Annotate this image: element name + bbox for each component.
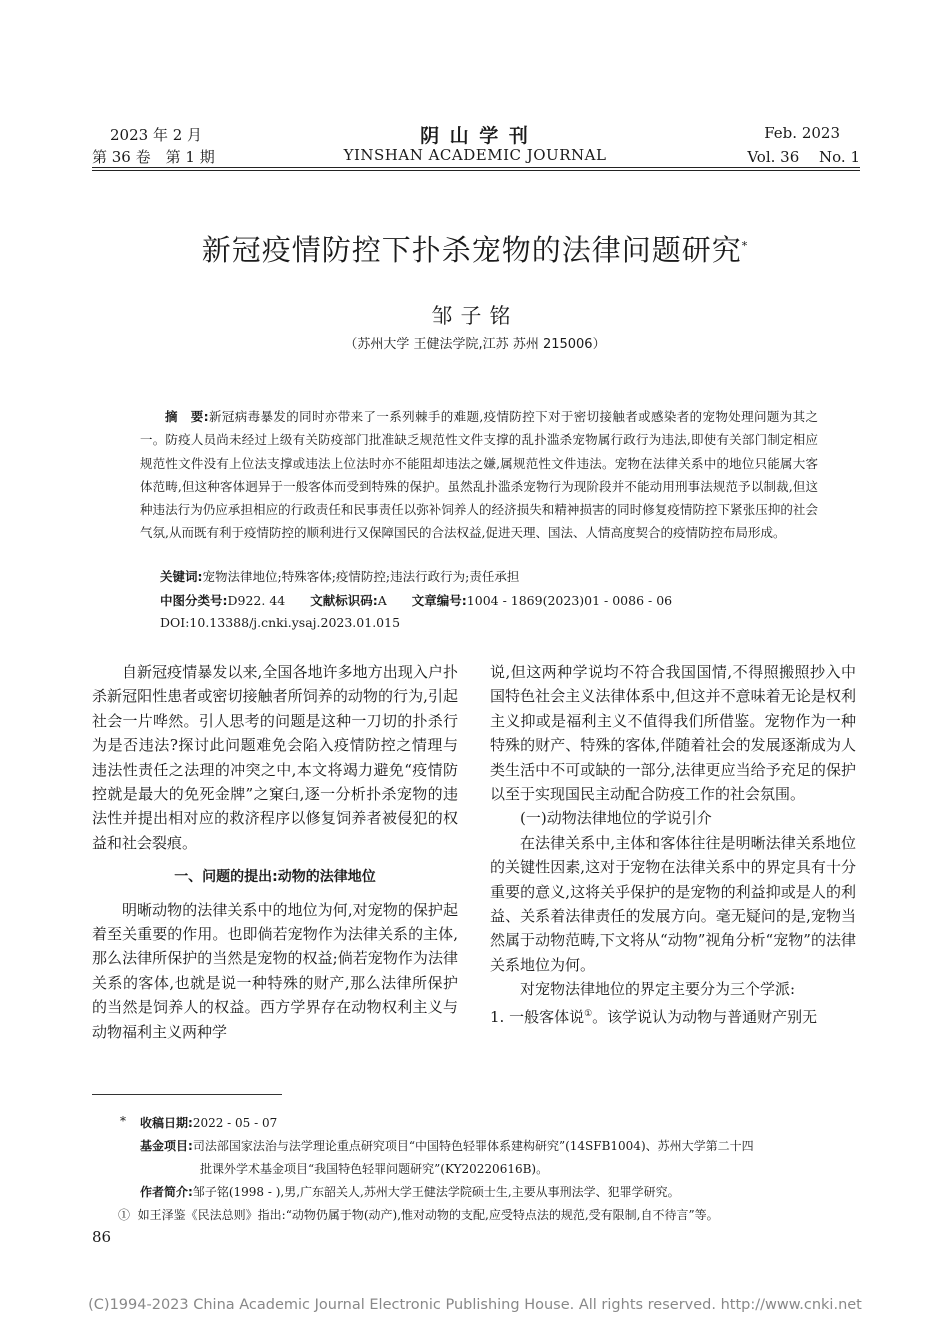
keywords: 关键词:宠物法律地位;特殊客体;疫情防控;违法行政行为;责任承担 [160,569,520,584]
journal-title-en: YINSHAN ACADEMIC JOURNAL [343,146,607,164]
page-number: 86 [92,1228,112,1246]
footnote-1: ① 如王泽鉴《民法总则》指出:“动物仍属于物(动产),惟对动物的支配,应受特点法的规范,受有限制,自不待言”等。 [118,1208,719,1222]
paragraph: 在法律关系中,主体和客体往往是明晰法律关系地位的关键性因素,这对于宠物在法律关系中的界定具有十分重要的意义,这将关乎保护的是宠物的利益抑或是人的利益、关系着法律责任的发展方向。毫无疑问的是,宠物当然属于动物范畴,下文将从“动物”视角分析“宠物”的法律关系地位为何。 [490,833,856,974]
fund-line-2: 批课外学术基金项目“我国特色轻罪问题研究”(KY20220616B)。 [200,1162,549,1176]
paragraph: 1. 一般客体说①。该学说认为动物与普通财产别无 [490,1007,818,1026]
left-column [92,660,458,1044]
footnote-ref: ① [584,1008,593,1019]
journal-title-cn: 阴 山 学 刊 [420,125,530,147]
subsection-heading: (一)动物法律地位的学说引介 [520,809,712,828]
article-title: 新冠疫情防控下扑杀宠物的法律问题研究* [201,233,749,267]
fund-line-1: 基金项目:司法部国家法治与法学理论重点研究项目“中国特色轻罪体系建构研究”(14SFB1004)、苏州大学第二十四 [140,1139,754,1153]
header-date-cn: 2023 年 2 月 [110,126,203,144]
right-column [490,660,856,1029]
footnote-separator [92,1094,282,1095]
header-date-en: Feb. 2023 [764,124,840,142]
paragraph: 对宠物法律地位的界定主要分为三个学派: [520,980,796,999]
copyright-notice: (C)1994-2023 China Academic Journal Electronic Publishing House. All rights reserved. http://www.cnki.net [88,1297,862,1313]
received-date: 收稿日期:2022 - 05 - 07 [140,1116,278,1130]
author-bio: 作者简介:邹子铭(1998 - ),男,广东韶关人,苏州大学王健法学院硕士生,主要从事刑法学、犯罪学研究。 [140,1185,680,1199]
header-rule-bottom [92,170,860,171]
title-footnote-mark: * [741,239,749,253]
abstract-label: 摘 要: [165,409,209,424]
article-author: 邹子铭 [431,304,519,328]
paragraph: 明晰动物的法律关系中的地位为何,对宠物的保护起着至关重要的作用。也即倘若宠物作为法律关系的主体,那么法律所保护的当然是宠物的权益;倘若宠物作为法律关系的客体,也就是说一种特殊的财产,那么法律所保护的当然是饲养人的权益。西方学界存在动物权利主义与动物福利主义两种学 [92,900,458,1041]
footnote-star: * [120,1114,126,1128]
classification: 中图分类号:D922. 44 文献标识码:A 文章编号:1004 - 1869(2023)01 - 0086 - 06 [160,593,673,608]
paragraph: 自新冠疫情暴发以来,全国各地许多地方出现入户扑杀新冠阳性患者或密切接触者所饲养的动物的行为,引起社会一片哗然。引人思考的问题是这种一刀切的扑杀行为是否违法?探讨此问题难免会陷入疫情防控之情理与违法性责任之法理的冲突之中,本文将竭力避免“疫情防控就是最大的免死金牌”之窠臼,逐一分析扑杀宠物的违法性并提出相对应的救济程序以修复饲养者被侵犯的权益和社会裂痕。 [92,663,458,852]
abstract [140,405,818,545]
header-issue-cn: 第 36 卷 第 1 期 [92,148,215,166]
article-affiliation: （苏州大学 王健法学院,江苏 苏州 215006） [344,337,606,352]
abstract-text: 新冠病毒暴发的同时亦带来了一系列棘手的难题,疫情防控下对于密切接触者或感染者的宠物处理问题为其之一。防疫人员尚未经过上级有关防疫部门批准缺乏规范性文件支撑的乱扑滥杀宠物属行政行为违法,即使有关部门制定相应规范性文件没有上位法支撑或违法上位法时亦不能阻却违法之嫌,属规范性文件违法。宠物在法律关系中的地位只能属大客体范畴,但这种客体迥异于一般客体而受到特殊的保护。虽然乱扑滥杀宠物行为现阶段并不能动用刑事法规范予以制裁,但这种违法行为仍应承担相应的行政责任和民事责任以弥补饲养人的经济损失和精神损害的同时修复疫情防控下紧张压抑的社会气氛,从而既有利于疫情防控的顺利进行又保障国民的合法权益,促进天理、国法、人情高度契合的疫情防控布局形成。 [140,409,818,541]
paragraph: 说,但这两种学说均不符合我国国情,不得照搬照抄入中国特色社会主义法律体系中,但这并不意味着无论是权利主义抑或是福利主义不值得我们所借鉴。宠物作为一种特殊的财产、特殊的客体,伴随着社会的发展逐渐成为人类生活中不可或缺的一部分,法律更应当给予充足的保护以至于实现国民主动配合防疫工作的社会氛围。 [490,663,856,804]
section-heading: 一、问题的提出:动物的法律地位 [174,869,376,886]
header-rule-top [92,167,860,168]
header-issue-en: Vol. 36 No. 1 [747,148,860,166]
doi: DOI:10.13388/j.cnki.ysaj.2023.01.015 [160,615,401,630]
